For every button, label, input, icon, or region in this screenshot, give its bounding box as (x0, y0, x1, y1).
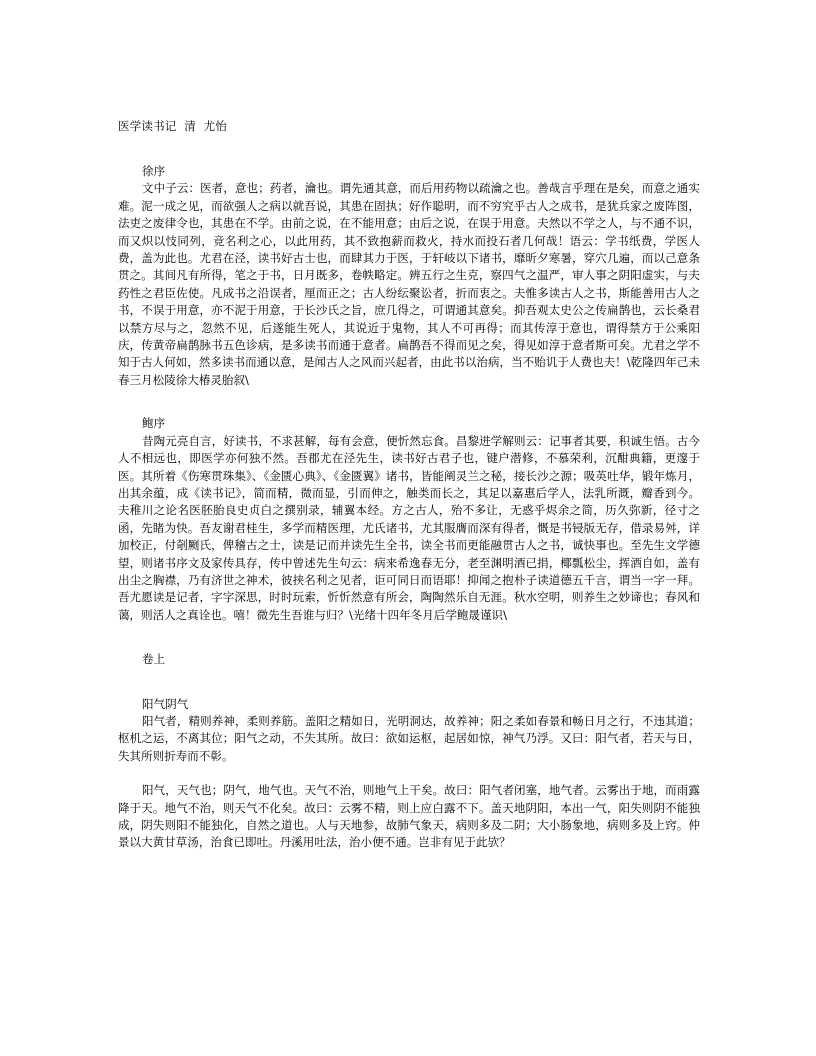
section-xu-xu (118, 163, 700, 389)
paragraph: 阳气者，精则养神，柔则养筋。盖阳之精如日，光明洞达，故养神；阳之柔如春景和畅日月之行，不违其道；枢机之运，不离其位；阳气之动，不失其所。故曰：欲如运枢，起居如惊，神气乃浮。又曰：阳气者，若天与日，失其所则折寿而不彰。 (118, 713, 700, 763)
document-title: 医学读书记 清 尤怡 (118, 119, 228, 133)
section-bao-xu (118, 415, 700, 624)
section-juan-shang (118, 651, 700, 668)
section-heading-yangqi-yinqi: 阳气阴气 (142, 696, 189, 711)
paragraph: 文中子云：医者，意也；药者，瀹也。谓先通其意，而后用药物以疏瀹之也。善哉言乎理在是矣，而意之通实难。泥一成之见，而欲强人之病以就吾说，其患在固执；好作聪明，而不穷究乎古人之成书，是犹兵家之废阵图，法吏之废律令也，其患在不学。由前之说，在不能用意；由后之说，在误于用意。夫然以不学之人，与不通不识，而又炽以忮同列，竞名利之心，以此用药，其不致抱薪而救火，持水而投石者几何哉！语云：学书纸费，学医人费，盖为此也。尤君在泾，读书好古士也，而肆其力于医，于轩岐以下诸书，靡昕夕寒暑，穿穴几遍，而以己意条贯之。其间凡有所得，笔之于书，日月既多，卷帙略定。辨五行之生克，察四气之温严，审人事之阴阳虚实，与夫药性之君臣佐使。凡成书之沿误者，厘而正之；古人纷纭聚讼者，折而衷之。夫惟多读古人之书，斯能善用古人之书，不误于用意，亦不泥于用意，于长沙氏之旨，庶几得之，可谓通其意矣。抑吾观太史公之传扁鹊也，云长桑君以禁方尽与之，忽然不见，后遂能生死人，其说近于鬼物，其人不可再得；而其传淳于意也，谓得禁方于公乘阳庆，传黄帝扁鹊脉书五色诊病，是多读书而通于意者。扁鹊吾不得而见之矣，得见如淳于意者斯可矣。尤君之学不知于古人何如，然多读书而通以意，是闻古人之风而兴起者，由此书以治病，当不贻讥于人费也夫！\乾隆四年己未春三月松陵徐大椿灵胎叙\ (118, 181, 700, 387)
section-spacer (118, 624, 700, 651)
paragraph-spacer (118, 765, 700, 782)
paragraph: 昔陶元亮自言，好读书，不求甚解，每有会意，便忻然忘食。昌黎进学解则云：记事者其要，积诚生悟。古今人不相远也，即医学亦何独不然。吾郡尤在泾先生，读书好古君子也，键户潜修，不慕荣利，沉酣典籍，更邃于医。其所着《伤寒贯珠集》、《金匮心典》、《金匮翼》诸书，皆能阐灵兰之秘，接长沙之源；吸英吐华，锻年炼月，出其余蕴，成《读书记》，简而精，微而显，引而伸之，触类而长之，其足以嘉惠后学人，法乳所溉，瓣香到今。夫稚川之论名医胚胎良史贞白之撰别录，辅翼本经。方之古人，殆不多让，无惑乎烬余之简，历久弥新，径寸之函，先睹为快。吾友谢君桂生，多学而精医理，尤氏诸书，尤其服膺而深有得者，慨是书锓版无存，借录易舛，详加校正，付剞劂氏，俾稽古之士，读是记而并读先生全书，读全书而更能融贯古人之书，诚快事也。至先生文学德望，则诸书序文及家传具存，传中曾述先生句云：病来希逸春无分，老至渊明酒已捐，椰瓢松尘，挥酒自如，盖有出尘之胸襟，乃有济世之神术，彼挟名利之见者，讵可同日而语耶！抑闻之抱朴子读道德五千言，谓当一字一拜。吾尤愿读是记者，字字深思，时时玩索，忻忻然意有所会，陶陶然乐自无涯。秋水空明，则养生之妙谛也；春风和蔼，则活人之真诠也。嘻！微先生吾谁与归？\光绪十四年冬月后学鲍晟谨识\ (118, 433, 700, 622)
section-spacer (118, 669, 700, 696)
section-heading-bao-xu: 鲍序 (142, 416, 166, 431)
section-heading-xu-xu: 徐序 (142, 164, 166, 178)
section-yangqi-yinqi (118, 696, 700, 852)
section-spacer (118, 389, 700, 415)
section-heading-juan-shang: 卷上 (142, 652, 166, 667)
paragraph: 阳气，天气也；阴气，地气也。天气不治，则地气上干矣。故曰：阳气者闭塞，地气者。云雾出于地，而雨露降于天。地气不治，则天气不化矣。故曰：云雾不精，则上应白露不下。盖天地阴阳，本出一气，阳失则阴不能独成，阴失则阳不能独化，自然之道也。人与天地参，故肺气象天，病则多及二阴；大小肠象地，病则多及上窍。仲景以大黄甘草汤，治食已即吐。丹溪用吐法，治小便不通。岂非有见于此欤？ (118, 783, 700, 850)
